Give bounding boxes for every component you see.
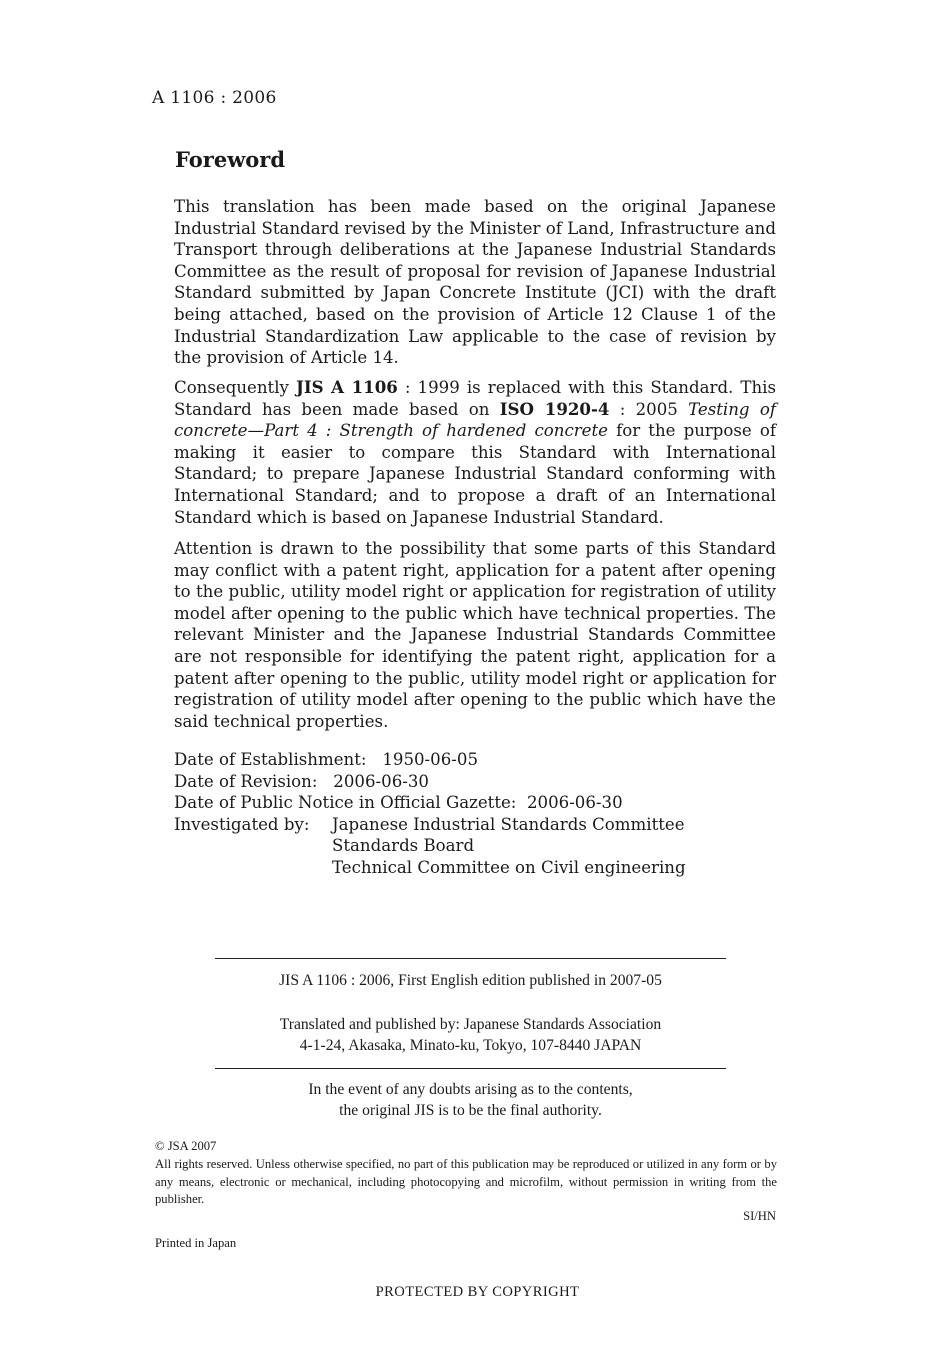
iso-title: Testing of concrete—Part 4 : Strength of hardened concrete xyxy=(174,399,776,441)
para2-text-2: : 1999 is replaced with this Standard. This Standard has been made based on xyxy=(174,378,776,419)
gazette-label: Date of Public Notice in Official Gazette: xyxy=(174,793,517,813)
establishment-label: Date of Establishment: xyxy=(174,750,367,769)
jis-reference: JIS A 1106 xyxy=(295,377,398,397)
revision-row xyxy=(174,771,794,793)
investigated-label: Investigated by: xyxy=(174,814,310,834)
para2-text-3: : 2005 xyxy=(609,399,689,419)
divider-top xyxy=(215,958,726,959)
revision-label: Date of Revision: xyxy=(174,771,318,791)
foreword-paragraph-1: This translation has been made based on the original Japanese Industrial Standard revised by the Minister of Land, Infrastructure and Transport through deliberations at the Japanese Industrial Standards Committee as the result of proposal for revision of Japanese Industrial Standard submitted by Japan Concrete Institute (JCI) with the draft being attached, based on the provision of Article 12 Clause 1 of the Industrial Standardization Law applicable to the case of revision by the provision of Article 14. xyxy=(174,197,776,368)
foreword-paragraph-3: Attention is drawn to the possibility that some parts of this Standard may conflict with a patent right, application for a patent after opening to the public, utility model right or application for registration of utility model after opening to the public which have technical properties. The relevant Minister and the Japanese Industrial Standards Committee are not responsible for identifying the patent right, application for a patent after opening to the public, utility model right or application for registration of utility model after opening to the public which have the said technical properties. xyxy=(174,539,776,731)
establishment-row xyxy=(174,749,794,771)
establishment-date: 1950-06-05 xyxy=(382,750,479,769)
foreword-paragraph-2 xyxy=(174,377,776,528)
gazette-date: 2006-06-30 xyxy=(526,793,623,813)
publisher-block xyxy=(215,1014,726,1056)
authority-line-2: the original JIS is to be the final authority. xyxy=(339,1102,602,1119)
investigated-by-2: Standards Board xyxy=(332,836,475,856)
investigated-by-1: Japanese Industrial Standards Committee xyxy=(332,814,685,834)
document-code-si-hn: SI/HN xyxy=(743,1209,776,1223)
investigated-row xyxy=(174,814,794,836)
publisher-line: Translated and published by: Japanese Standards Association xyxy=(279,1016,662,1033)
edition-line: JIS A 1106 : 2006, First English edition published in 2007-05 xyxy=(279,972,662,989)
revision-date: 2006-06-30 xyxy=(333,771,429,791)
document-code: A 1106 : 2006 xyxy=(152,88,277,108)
dates-block xyxy=(174,749,794,879)
printed-in-japan: Printed in Japan xyxy=(155,1236,237,1250)
rights-notice: All rights reserved. Unless otherwise specified, no part of this publication may be reproduced or utilized in any form or by any means, electronic or mechanical, including photocopying and microfilm, without permission in writing from the publisher. xyxy=(155,1157,777,1206)
divider-bottom xyxy=(215,1068,726,1069)
foreword-heading: Foreword xyxy=(175,147,286,172)
publisher-address: 4-1-24, Akasaka, Minato-ku, Tokyo, 107-8440 JAPAN xyxy=(299,1037,642,1054)
para2-text-4: for the purpose of making it easier to compare this Standard with International Standard; to prepare Japanese Industrial Standard conforming with International Standard; and to propose a draft of an International Standard which is based on Japanese Industrial Standard. xyxy=(174,421,776,527)
protected-by-copyright-footer: PROTECTED BY COPYRIGHT xyxy=(375,1284,580,1300)
authority-note xyxy=(215,1079,726,1121)
para2-text-1: Consequently xyxy=(174,378,296,397)
iso-reference: ISO 1920-4 xyxy=(499,398,610,419)
authority-line-1: In the event of any doubts arising as to the contents, xyxy=(308,1081,633,1098)
gazette-row xyxy=(174,792,794,814)
copyright-notice: © JSA 2007 xyxy=(155,1139,217,1153)
investigated-by-3: Technical Committee on Civil engineering xyxy=(332,857,686,877)
